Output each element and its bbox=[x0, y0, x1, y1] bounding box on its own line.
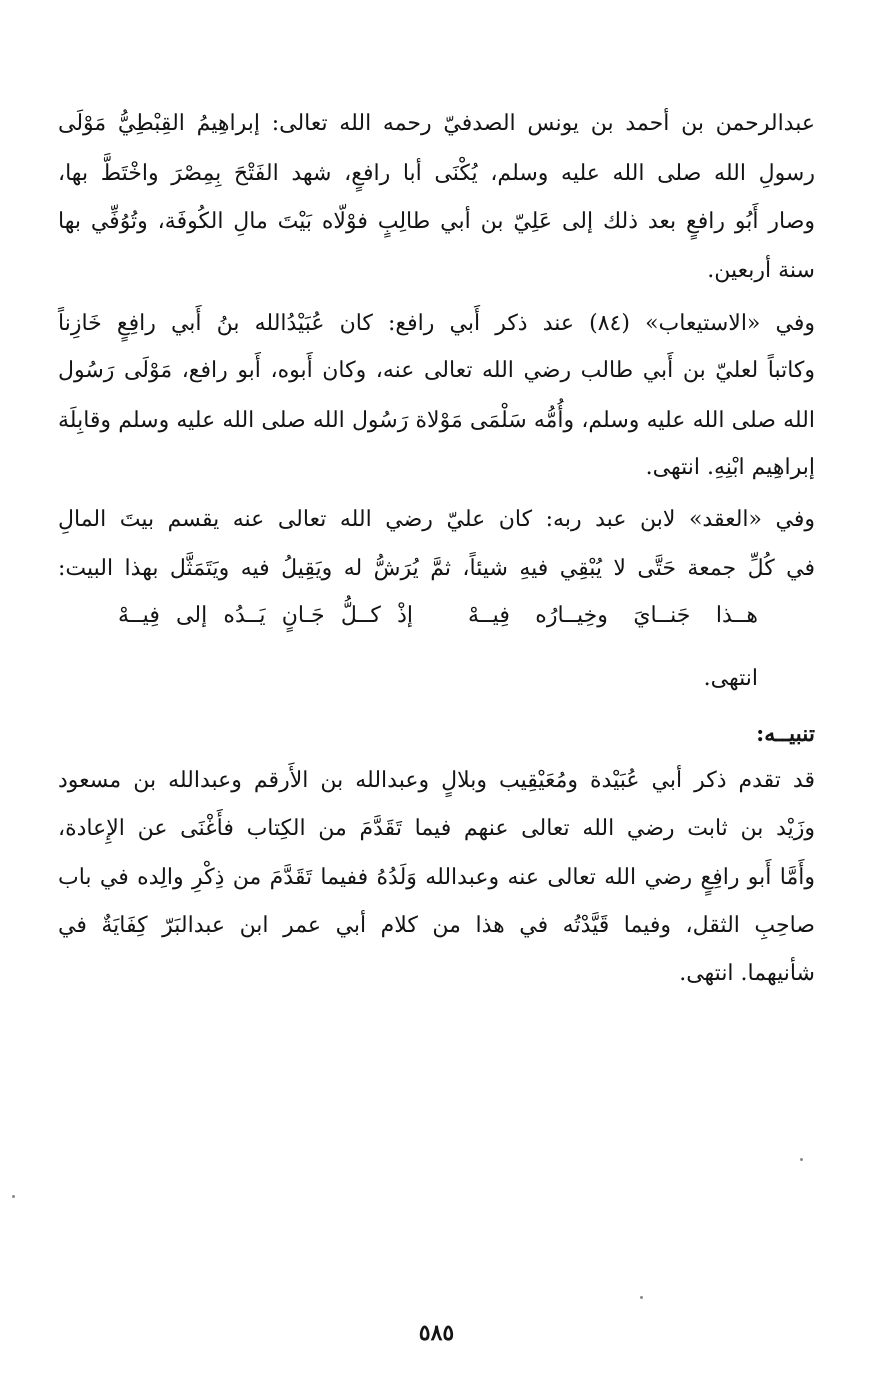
paragraph-2-line-1: وفي «الاستيعاب» (٨٤) عند ذكر أَبي رافع: كان عُبَيْدُالله بنُ أَبي رافِعٍ خَازِناً bbox=[58, 311, 815, 336]
notice-line-5: شأنيهما. انتهى. bbox=[679, 961, 815, 986]
scan-speck bbox=[640, 1296, 643, 1299]
scan-speck bbox=[800, 1158, 803, 1161]
verse-closing: انتهى. bbox=[703, 666, 758, 691]
paragraph-2-line-2: وكاتباً لعليّ بن أَبي طالب رضي الله تعالى عنه، وكان أَبوه، أَبو رافع، مَوْلَى رَسُول bbox=[58, 358, 816, 383]
paragraph-3-line-2: في كُلِّ جمعة حَتَّى لا يُبْقِي فيهِ شيئاً، ثمَّ يُرَشُّ له ويَقِيلُ فيه ويَتَمَثَّل بهذا البيت: bbox=[58, 556, 815, 581]
paragraph-1-line-4: سنة أربعين. bbox=[707, 258, 815, 283]
notice-line-3: وأَمَّا أَبو رافِعٍ رضي الله تعالى عنه وعبدالله وَلَدُهُ ففيما تَقَدَّمَ من ذِكْرِ والِده في باب bbox=[58, 865, 815, 890]
page-number: ٥٨٥ bbox=[418, 1320, 455, 1346]
paragraph-1-line-1: عبدالرحمن بن أحمد بن يونس الصدفيّ رحمه الله تعالى: إبراهِيمُ القِبْطِيُّ مَوْلَى bbox=[58, 111, 815, 136]
paragraph-3-line-1: وفي «العقد» لابن عبد ربه: كان عليّ رضي الله تعالى عنه يقسم بيتَ المالِ bbox=[58, 507, 815, 532]
paragraph-1-line-2: رسولِ الله صلى الله عليه وسلم، يُكْنَى أبا رافعٍ، شهد الفَتْحَ بِمِصْرَ واخْتَطَّ بها، bbox=[58, 161, 815, 186]
notice-heading: تنبيــه: bbox=[756, 721, 815, 747]
paragraph-2-line-4: إبراهِيم ابْنِهِ. انتهى. bbox=[645, 455, 815, 480]
paragraph-2-line-3: الله صلى الله عليه وسلم، وأُمُّه سَلْمَى مَوْلاة رَسُول الله صلى الله عليه وسلم وقابِلَة bbox=[58, 408, 815, 433]
verse-second-hemistich: إذْ كــلُّ جَـانٍ يَــدُه إلى فِيــهْ bbox=[118, 603, 413, 628]
notice-line-1: قد تقدم ذكر أبي عُبَيْدة ومُعَيْقِيب وبلالٍ وعبدالله بن الأَرقم وعبدالله بن مسعود bbox=[58, 768, 815, 793]
verse-first-hemistich: هــذا جَنــايَ وخِيــارُه فِيــهْ bbox=[468, 603, 758, 628]
notice-line-2: وزَيْد بن ثابت رضي الله تعالى عنهم فيما تَقَدَّمَ من الكِتاب فأَغْنَى عن الإِعادة، bbox=[58, 816, 815, 841]
notice-line-4: صاحِبِ الثقل، وفيما قَيَّدْتُه في هذا من كلام أبي عمر ابن عبدالبَرّ كِفَايَةٌ في bbox=[58, 913, 815, 938]
scan-speck bbox=[12, 1195, 15, 1198]
paragraph-1-line-3: وصار أَبُو رافعٍ بعد ذلك إلى عَلِيّ بن أبي طالِبٍ فوْلّاه بَيْتَ مالِ الكُوفَة، وتُوُفِّي بها bbox=[58, 209, 815, 234]
